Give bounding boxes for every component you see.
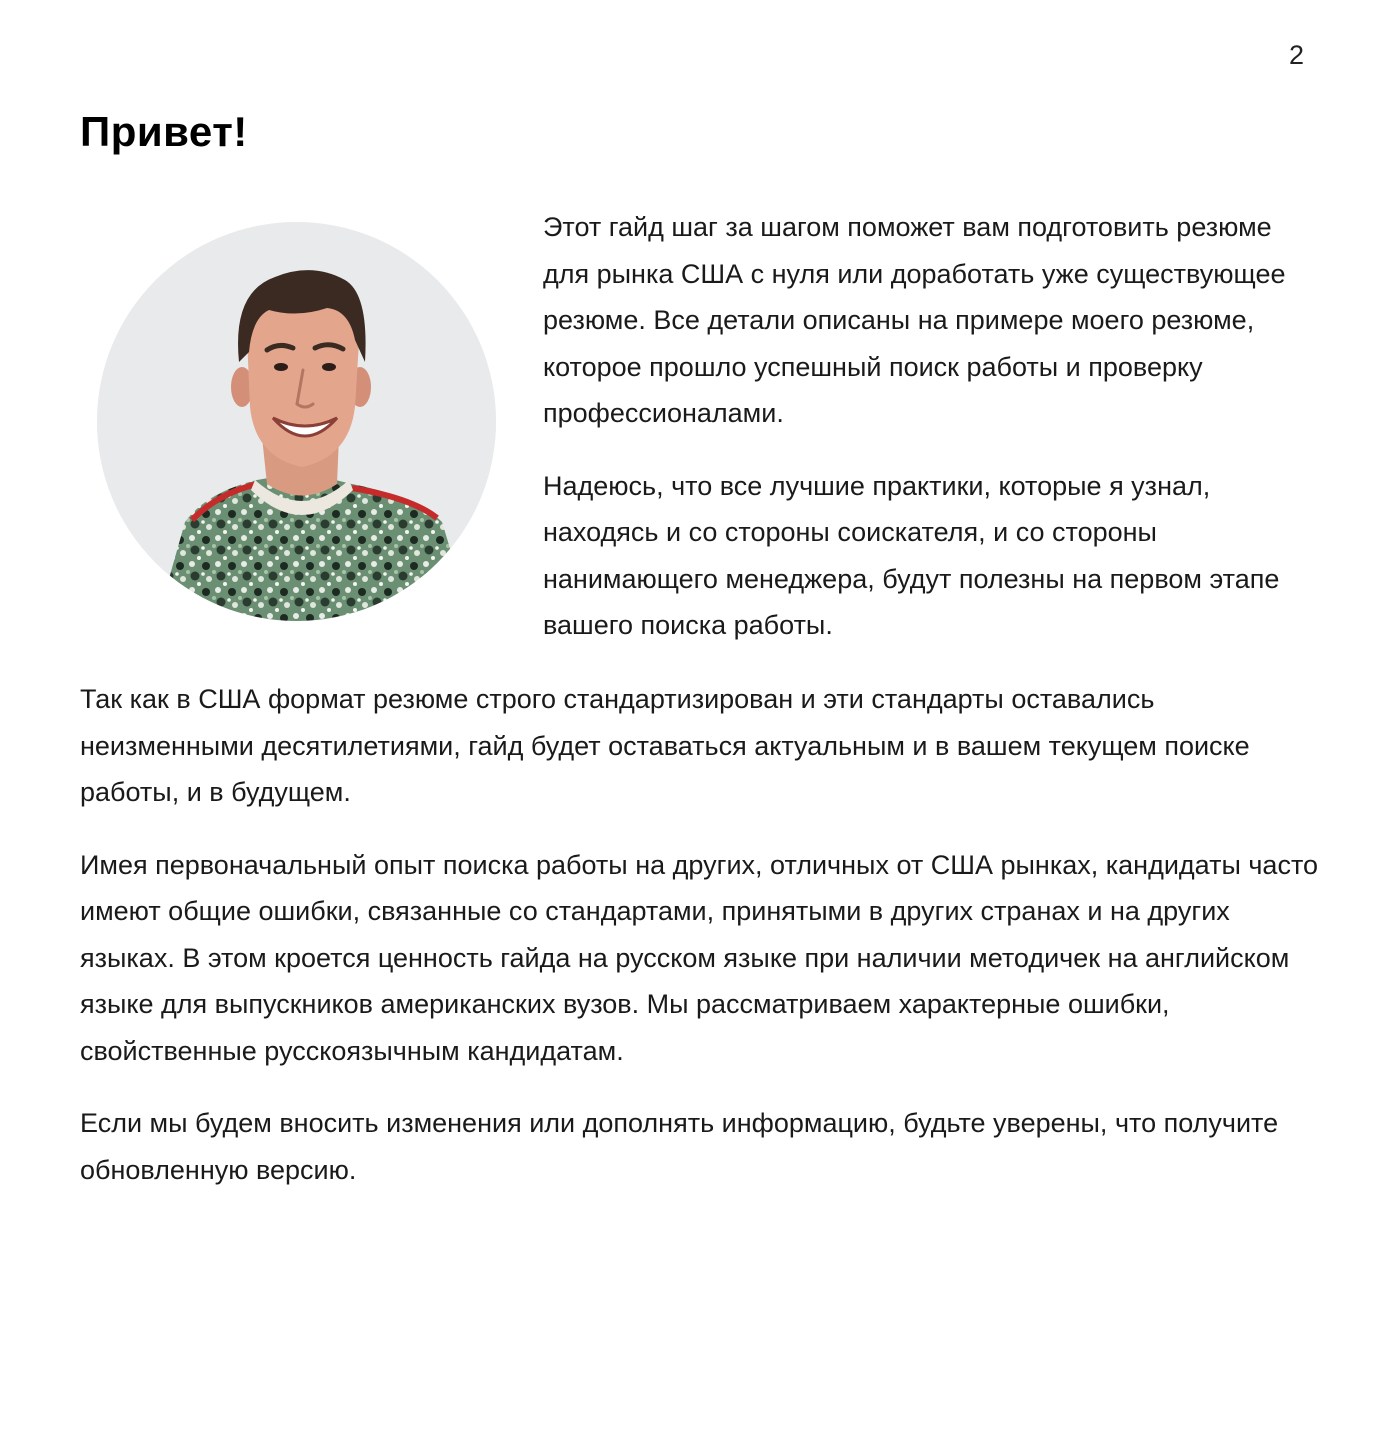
author-portrait-photo — [97, 222, 496, 621]
body-paragraph-1: Так как в США формат резюме строго стандартизирован и эти стандарты оставались неизменными десятилетиями, гайд будет оставаться актуальным и в вашем текущем поиске работы, и в будущем. — [80, 684, 1250, 807]
intro-paragraph-1: Этот гайд шаг за шагом поможет вам подготовить резюме для рынка США с нуля или доработать уже существующее резюме. Все детали описаны на примере моего резюме, которое прошло успешный поиск работы и проверку профессионалами. — [543, 212, 1286, 428]
page-number: 2 — [1288, 40, 1304, 70]
intro-paragraph-2: Надеюсь, что все лучшие практики, которые я узнал, находясь и со стороны соискателя, и со стороны нанимающего менеджера, будут полезны на первом этапе вашего поиска работы. — [543, 470, 1280, 640]
body-paragraph-2: Имея первоначальный опыт поиска работы на других, отличных от США рынках, кандидаты часто имеют общие ошибки, связанные со стандартами, принятыми в других странах и на других языках. В этом кроется ценность гайда на русском языке при наличии методичек на английском языке для выпускников американских вузов. Мы рассматриваем характерные ошибки, свойственные русскоязычным кандидатам. — [80, 849, 1319, 1066]
intro-text — [543, 204, 1313, 649]
body-text — [80, 676, 1320, 1193]
page-title: Привет! — [80, 108, 248, 155]
body-paragraph-3: Если мы будем вносить изменения или дополнять информацию, будьте уверены, что получите обновленную версию. — [80, 1108, 1279, 1185]
